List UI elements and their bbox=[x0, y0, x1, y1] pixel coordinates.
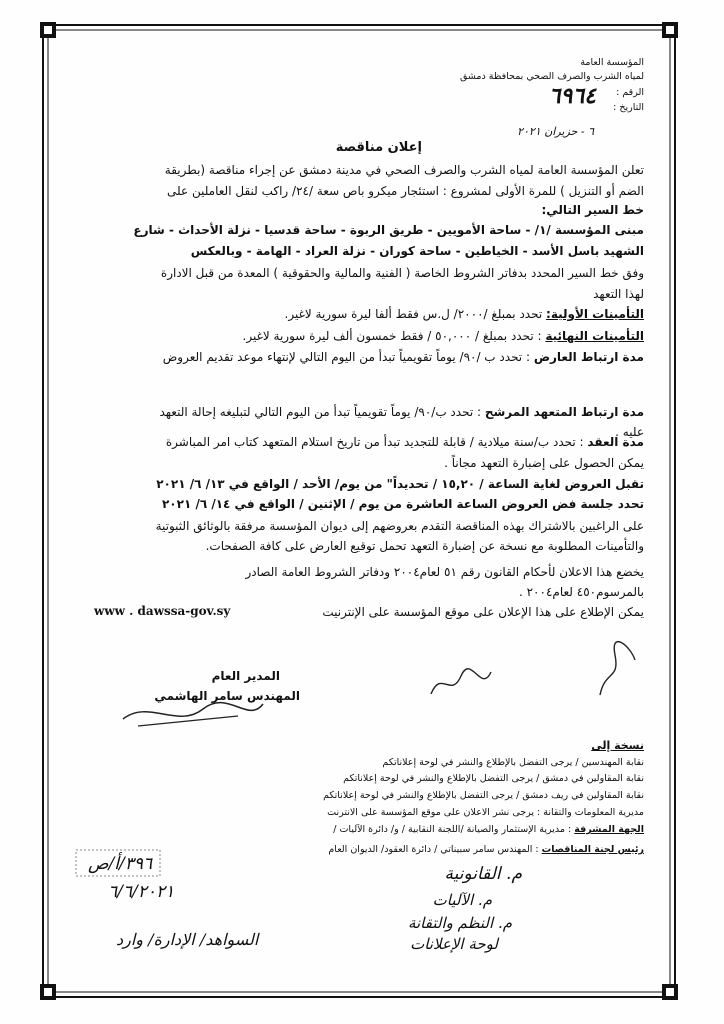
final-guarantee-label: التأمينات النهائية bbox=[545, 329, 644, 343]
route-line-2: الشهيد باسل الأسد - الخياطين - ساحة كوران - نزلة العراد - الهامة - وبالعكس bbox=[190, 244, 644, 258]
intro-line-3: خط السير التالي: bbox=[541, 203, 644, 217]
stamp-mark bbox=[74, 846, 164, 880]
copy-availability: يمكن الحصول على إضبارة التعهد مجاناً . bbox=[444, 456, 644, 470]
org-line-2: لمياه الشرب والصرف الصحي بمحافظة دمشق bbox=[460, 71, 644, 82]
supervising-dept bbox=[333, 823, 644, 836]
nominee-duration bbox=[159, 404, 644, 420]
handwritten-date: ٦ - حزيران ٢٠٢١ bbox=[517, 125, 594, 138]
copies-heading: نسخة إلى bbox=[591, 739, 644, 752]
handwritten-note-3: م. النظم والتقانة bbox=[407, 914, 512, 932]
contract-duration-label: مدة العقد bbox=[587, 435, 644, 449]
handwritten-note-5: السواهد/ الإدارة/ وارد bbox=[116, 930, 259, 949]
website-line: يمكن الإطلاع على هذا الإعلان على موقع المؤسسة على الإنترنيت bbox=[322, 605, 644, 619]
date-label: التاريخ : bbox=[613, 102, 644, 113]
supervising-dept-text: : مديرية الإستثمار والصيانة /اللجنة النقابية / و/ دائرة الآليات / bbox=[333, 824, 572, 835]
contract-duration-text: : تحدد ب/سنة ميلادية / قابلة للتجديد تبدأ من تاريخ استلام المتعهد كتاب امر المباشرة bbox=[165, 435, 584, 449]
signature-title: المدير العام bbox=[211, 669, 280, 683]
number-label: الرقم : bbox=[616, 87, 644, 98]
handwritten-note-4: لوحة الإعلانات bbox=[410, 935, 498, 953]
page-title: إعلان مناقصة bbox=[335, 140, 422, 155]
handwritten-note-2: م. الآليات bbox=[432, 891, 492, 909]
bid-deadline: تقبل العروض لغاية الساعة / ١٥,٢٠ / تحديداً" من يوم/ الأحد / الواقع في ١٣/ ٦/ ٢٠٢١ bbox=[156, 477, 644, 491]
initial-guarantee-text: تحدد بمبلغ /٢٠٠٠/ ل.س فقط ألفا ليرة سورية لاغير. bbox=[284, 307, 543, 321]
submit-line-2: والتأمينات المطلوبة مع نسخة عن إضبارة التعهد تحمل توقيع العارض على كافة الصفحات. bbox=[205, 539, 644, 553]
copy-line-1: نقابة المهندسين / يرجى التفضل بالإطلاع والنشر في لوحة إعلاناتكم bbox=[382, 757, 644, 768]
org-line-1: المؤسسة العامة bbox=[580, 57, 644, 68]
handwritten-note-1: م. القانونية bbox=[444, 864, 522, 884]
final-guarantee-text: : تحدد بمبلغ / ٥٠,٠٠٠ / فقط خمسون ألف ليرة سورية لاغير. bbox=[242, 329, 542, 343]
copy-line-3: نقابة المقاولين في ريف دمشق / يرجى التفضل بالإطلاع والنشر في لوحة إعلاناتكم bbox=[323, 790, 644, 801]
signature-name: المهندس سامر الهاشمي bbox=[154, 689, 300, 703]
route-line-4: لهذا التعهد bbox=[593, 287, 644, 301]
copy-line-4: مديرية المعلومات والتقانة : يرجى نشر الاعلان على موقع المؤسسة على الانترنت bbox=[327, 807, 644, 818]
law-line-2: بالمرسوم٤٥٠ لعام٢٠٠٤ . bbox=[518, 585, 644, 599]
submit-line-1: على الراغبين بالاشتراك بهذه المناقصة التقدم بعروضهم إلى ديوان المؤسسة مرفقة بالوثائق الثبوتية bbox=[155, 519, 644, 533]
director-signature bbox=[118, 694, 268, 734]
bid-duration-text: : تحدد ب /٩٠/ يوماً تقويمياً تبدأ من اليوم التالي لإنتهاء موعد تقديم العروض bbox=[162, 350, 531, 364]
route-line-3: وفق خط السير المحدد بدفاتر الشروط الخاصة ( الفنية والمالية والحقوقية ) المعدة من قبل الادارة bbox=[160, 266, 644, 280]
contract-duration bbox=[166, 434, 644, 450]
nominee-duration-label: مدة ارتباط المتعهد المرشح bbox=[484, 405, 644, 419]
law-line-1: يخضع هذا الاعلان لأحكام القانون رقم ٥١ لعام٢٠٠٤ ودفاتر الشروط العامة الصادر bbox=[245, 565, 644, 579]
document-number: ٦٩٦٤ bbox=[548, 83, 596, 109]
opening-session: تحدد جلسة فض العروض الساعة العاشرة من يوم / الإثنين / الواقع في ١٤/ ٦/ ٢٠٢١ bbox=[161, 497, 644, 511]
handwritten-reference: ٣٩٦/أ/ص bbox=[88, 854, 153, 874]
handwritten-date-2: ٦/٦/٢٠٢١ bbox=[108, 882, 175, 902]
intro-line-2: الضم أو التنزيل ) للمرة الأولى لمشروع : استئجار ميكرو باص سعة /٢٤/ راكب لنقل العاملين على bbox=[167, 184, 644, 198]
committee-head-text: : المهندس سامر سبيناتي / دائرة العقود/ الديوان العام bbox=[328, 844, 539, 855]
initial-signature-1 bbox=[426, 664, 496, 704]
website-url[interactable]: www . dawssa-gov.sy bbox=[94, 604, 231, 618]
nominee-duration-cont: عليه . bbox=[615, 425, 644, 439]
intro-line-1: تعلن المؤسسة العامة لمياه الشرب والصرف الصحي في مدينة دمشق عن إجراء مناقصة (بطريقة bbox=[164, 163, 644, 177]
copy-line-2: نقابة المقاولين في دمشق / يرجى التفضل بالإطلاع والنشر في لوحة إعلاناتكم bbox=[343, 773, 644, 784]
initial-guarantee bbox=[285, 306, 644, 322]
initial-guarantee-label: التأمينات الأولية: bbox=[546, 307, 644, 321]
bid-duration-label: مدة ارتباط العارض bbox=[533, 350, 644, 364]
committee-head bbox=[328, 843, 644, 856]
initial-signature-2 bbox=[590, 640, 640, 700]
committee-head-label: رئيس لجنة المناقصات bbox=[541, 844, 644, 855]
final-guarantee bbox=[243, 328, 644, 344]
nominee-duration-text: : تحدد ب/٩٠/ يوماً تقويمياً تبدأ من اليوم التالي لتبليغه إحالة التعهد bbox=[159, 405, 482, 419]
route-line-1: مبنى المؤسسة /١/ - ساحة الأمويين - طريق الربوة - ساحة قدسيا - نزلة الأحداث - شارع bbox=[133, 223, 644, 237]
supervising-dept-label: الجهة المشرفة bbox=[574, 824, 644, 835]
bid-duration bbox=[163, 349, 644, 365]
